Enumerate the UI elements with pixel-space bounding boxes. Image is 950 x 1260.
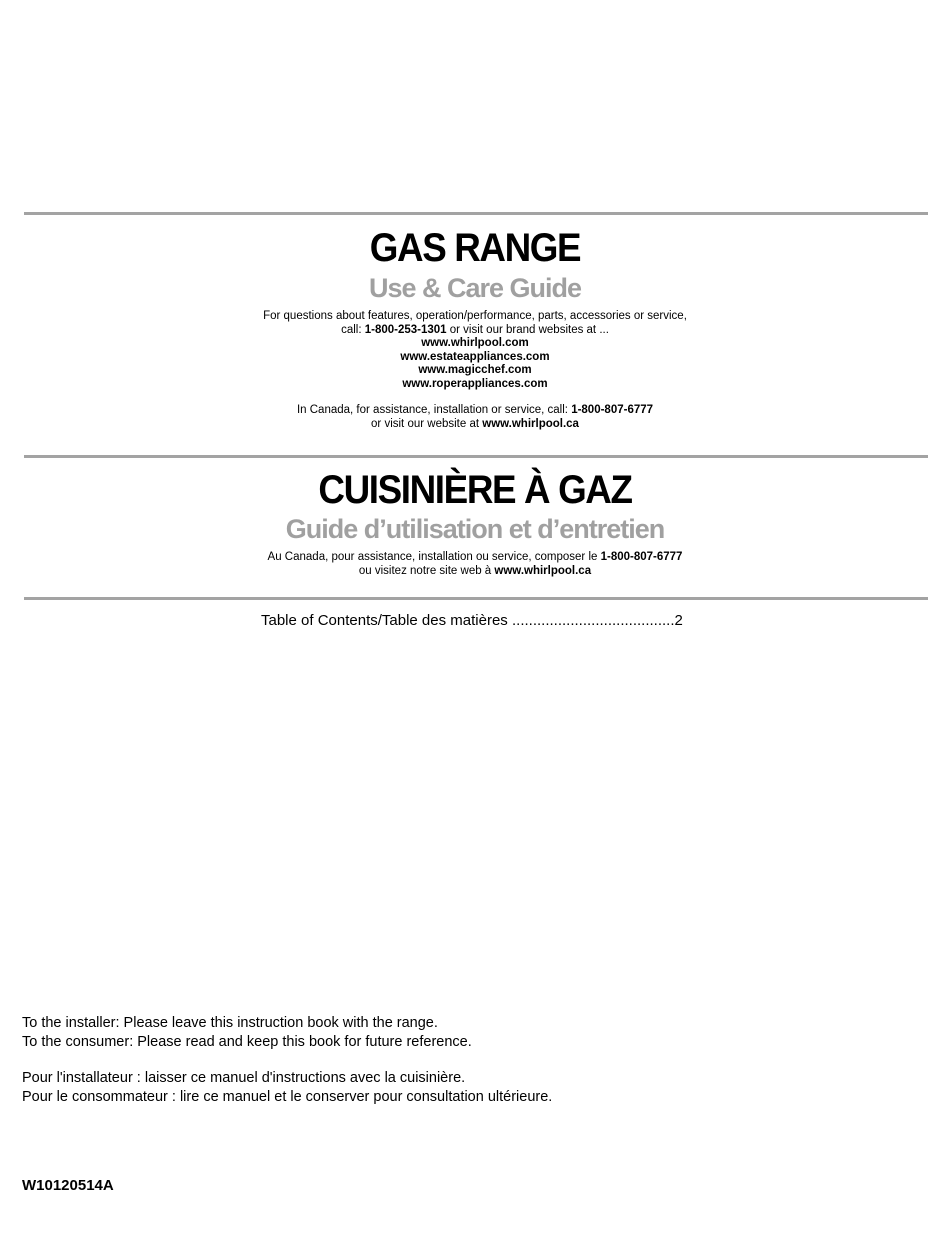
canada-line-1: In Canada, for assistance, installation or service, call: 1-800-807-6777 xyxy=(296,404,654,416)
questions-line-2: call: 1-800-253-1301 or visit our brand websites at ... xyxy=(341,323,609,336)
questions-line-1: For questions about features, operation/performance, parts, accessories or service, xyxy=(263,310,687,322)
toc-leader: ....................................... xyxy=(511,612,675,629)
website-roper[interactable]: www.roperappliances.com xyxy=(402,377,548,390)
website-whirlpool[interactable]: www.whirlpool.com xyxy=(421,337,529,349)
website-magicchef[interactable]: www.magicchef.com xyxy=(418,364,532,376)
top-divider xyxy=(24,212,928,215)
installer-note-en: To the installer: Please leave this instruction book with the range. xyxy=(22,1015,438,1031)
canada-line-2: or visit our website at www.whirlpool.ca xyxy=(371,417,579,430)
canada-website-link[interactable]: www.whirlpool.ca xyxy=(482,417,579,430)
english-subtitle: Use & Care Guide xyxy=(368,273,582,303)
french-subtitle: Guide d’utilisation et d’entretien xyxy=(285,514,665,544)
toc-label[interactable]: Table of Contents/Table des matières xyxy=(261,612,512,629)
french-notes xyxy=(22,1069,552,1106)
installer-note-fr: Pour l'installateur : laisser ce manuel d'instructions avec la cuisinière. xyxy=(22,1070,466,1086)
document-code: W10120514A xyxy=(22,1177,114,1194)
bottom-divider xyxy=(24,597,928,600)
consumer-note-fr: Pour le consommateur : lire ce manuel et le conserver pour consultation ultérieure. xyxy=(22,1088,553,1105)
toc-page-number[interactable]: 2 xyxy=(674,612,683,629)
consumer-note-en: To the consumer: Please read and keep this book for future reference. xyxy=(22,1033,472,1050)
canada-phone-number: 1-800-807-6777 xyxy=(571,404,654,416)
middle-divider xyxy=(24,455,928,458)
french-canada-phone-number: 1-800-807-6777 xyxy=(600,551,683,563)
us-phone-number: 1-800-253-1301 xyxy=(364,323,447,336)
french-canada-website-link[interactable]: www.whirlpool.ca xyxy=(494,564,592,577)
english-notes xyxy=(22,1014,472,1051)
english-contact-block xyxy=(0,310,950,431)
website-estate[interactable]: www.estateappliances.com xyxy=(400,350,550,363)
french-title: CUISINIÈRE À GAZ xyxy=(318,468,632,512)
french-contact-block xyxy=(0,551,950,578)
french-canada-line-2: ou visitez notre site web à www.whirlpool.ca xyxy=(358,564,592,577)
table-of-contents-entry[interactable] xyxy=(261,612,683,630)
french-canada-line-1: Au Canada, pour assistance, installation ou service, composer le 1-800-807-6777 xyxy=(267,551,683,563)
english-title: GAS RANGE xyxy=(369,226,581,270)
